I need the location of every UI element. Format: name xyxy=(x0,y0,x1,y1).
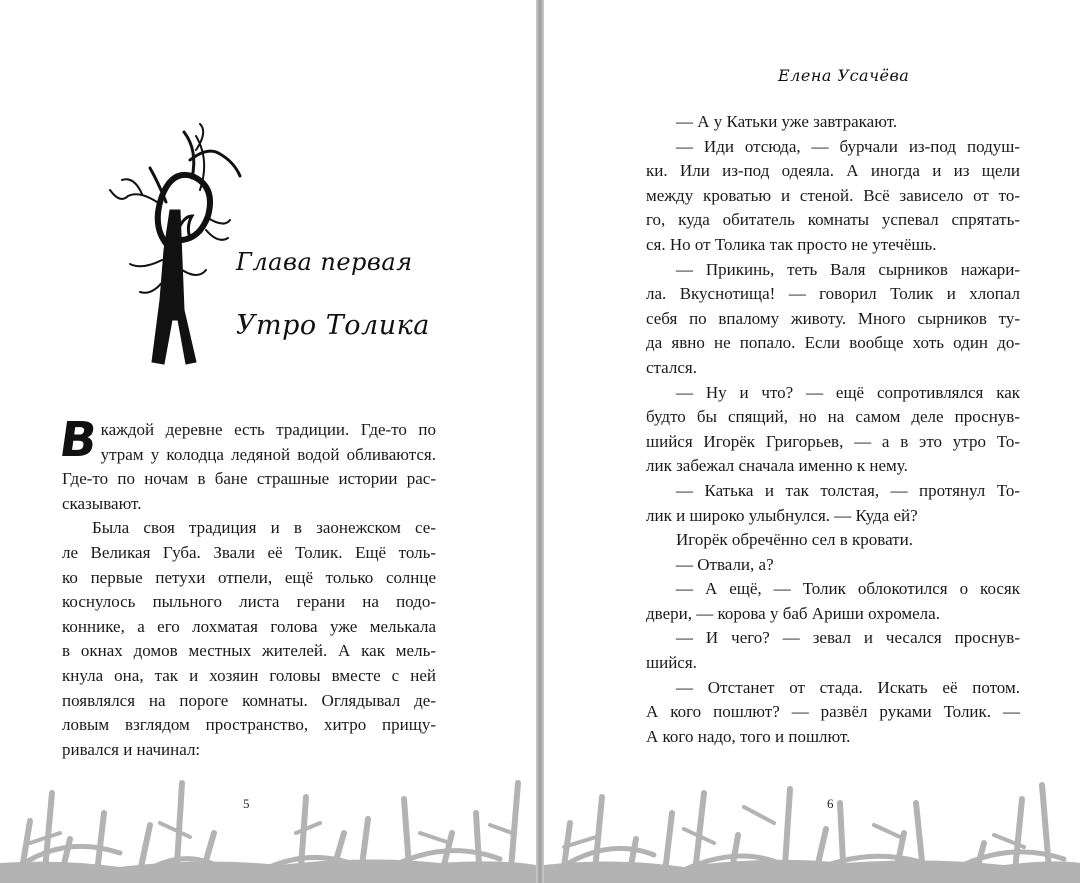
text-line: Где-то по ночам в бане страшные истории рас- xyxy=(62,469,436,489)
right-body-text xyxy=(646,110,1020,749)
text-line: лик и широко улыбнулся. — Куда ей? xyxy=(646,505,918,525)
text-line: — Катька и так толстая, — протянул То- xyxy=(676,480,1020,500)
paragraph-1 xyxy=(56,412,436,492)
chapter-subtitle: Утро Толика xyxy=(236,310,430,341)
paragraph xyxy=(646,676,1020,725)
text-line: шийся Игорёк Григорьев, — а в это утро То- xyxy=(646,431,1020,451)
text-line: двери, — корова у баб Ариши охромела. xyxy=(646,603,940,623)
paragraph xyxy=(646,110,1020,135)
text-line: ривался и начинал: xyxy=(62,739,201,759)
text-line: шийся. xyxy=(646,653,697,673)
text-line: да явно не попало. Если вообще хоть один до- xyxy=(646,333,1020,353)
text-line: появлялся на пороге комнаты. Оглядывал де- xyxy=(62,690,436,710)
text-line: ся. Но от Толика так просто не утечёшь. xyxy=(646,234,937,254)
text-line: — А ещё, — Толик облокотился о косяк xyxy=(676,579,1020,599)
text-line: ки. Или из-под одеяла. А иногда и из щели xyxy=(646,161,1020,181)
text-line: коснулось пыльного листа герани на подо- xyxy=(62,592,436,612)
left-page xyxy=(0,0,536,883)
paragraph xyxy=(646,258,1020,356)
text-line: стался. xyxy=(646,357,697,377)
text-line: между кроватью и стеной. Всё зависело от то- xyxy=(646,185,1020,205)
text-line: А кого надо, того и пошлют. xyxy=(646,726,851,746)
paragraph xyxy=(646,135,1020,233)
text-line: утрам у колодца ледяной водой обливаются. xyxy=(100,444,436,464)
text-line: в окнах домов местных жителей. А как мель- xyxy=(62,641,436,661)
text-line: сказывают. xyxy=(62,493,142,513)
text-line: — Иди отсюда, — бурчали из-под подуш- xyxy=(676,136,1020,156)
text-line: ла. Вкуснотища! — говорил Толик и хлопал xyxy=(646,284,1020,304)
text-line: ко первые петухи отпели, ещё только солнце xyxy=(62,567,436,587)
paragraph xyxy=(646,528,1020,553)
paragraph-end xyxy=(646,602,1020,627)
paragraph-2-end xyxy=(62,738,436,763)
paragraph-end xyxy=(646,356,1020,381)
drop-cap: В xyxy=(56,412,101,468)
paragraph-end xyxy=(646,504,1020,529)
paragraph xyxy=(646,381,1020,455)
text-line: каждой деревне есть традиции. Где-то по xyxy=(100,420,436,439)
paragraph-1-end xyxy=(62,492,436,517)
paragraph-2 xyxy=(62,516,436,737)
book-gutter xyxy=(536,0,544,883)
chapter-title: Глава первая xyxy=(236,248,413,276)
text-line: Была своя традиция и в заонежском се- xyxy=(92,518,436,538)
text-line: ловым взглядом пространство, хитро прищу- xyxy=(62,715,436,735)
text-line: себя по впалому животу. Много сырников ту- xyxy=(646,308,1020,328)
page-number-right: 6 xyxy=(827,796,834,811)
text-line: ле Великая Губа. Звали её Толик. Ещё толь- xyxy=(62,542,436,562)
paragraph-end xyxy=(646,651,1020,676)
text-line: — Отвали, а? xyxy=(676,554,774,574)
text-line: — Отстанет от стада. Искать её потом. xyxy=(676,677,1020,697)
text-line: будто бы спящий, но на самом деле проснув- xyxy=(646,407,1020,427)
paragraph xyxy=(646,577,1020,602)
text-line: — Прикинь, теть Валя сырников нажари- xyxy=(676,259,1020,279)
page-number-left: 5 xyxy=(243,796,250,811)
paragraph-end xyxy=(646,454,1020,479)
grass-decoration xyxy=(544,763,1080,883)
right-page xyxy=(544,0,1080,883)
paragraph-end xyxy=(646,233,1020,258)
text-line: го, куда обитатель комнаты успевал спрятать- xyxy=(646,210,1020,230)
text-line: Игорёк обречённо сел в кровати. xyxy=(676,530,913,550)
paragraph xyxy=(646,626,1020,651)
text-line: — И чего? — зевал и чесался проснув- xyxy=(676,628,1020,648)
left-body-text xyxy=(56,412,436,762)
text-line: лик забежал сначала именно к нему. xyxy=(646,456,908,476)
grass-decoration xyxy=(0,763,536,883)
text-line: — Ну и что? — ещё сопротивлялся как xyxy=(676,382,1020,402)
text-line: А кого пошлют? — развёл руками Толик. — xyxy=(646,702,1020,722)
text-line: коннике, а его лохматая голова уже мелькала xyxy=(62,616,436,636)
running-head-author: Елена Усачёва xyxy=(778,66,910,85)
text-line: — А у Катьки уже завтракают. xyxy=(676,112,898,131)
text-line: кнула она, так и хозяин головы вместе с ней xyxy=(62,665,436,685)
paragraph xyxy=(646,479,1020,504)
paragraph-end xyxy=(646,725,1020,750)
paragraph xyxy=(646,553,1020,578)
